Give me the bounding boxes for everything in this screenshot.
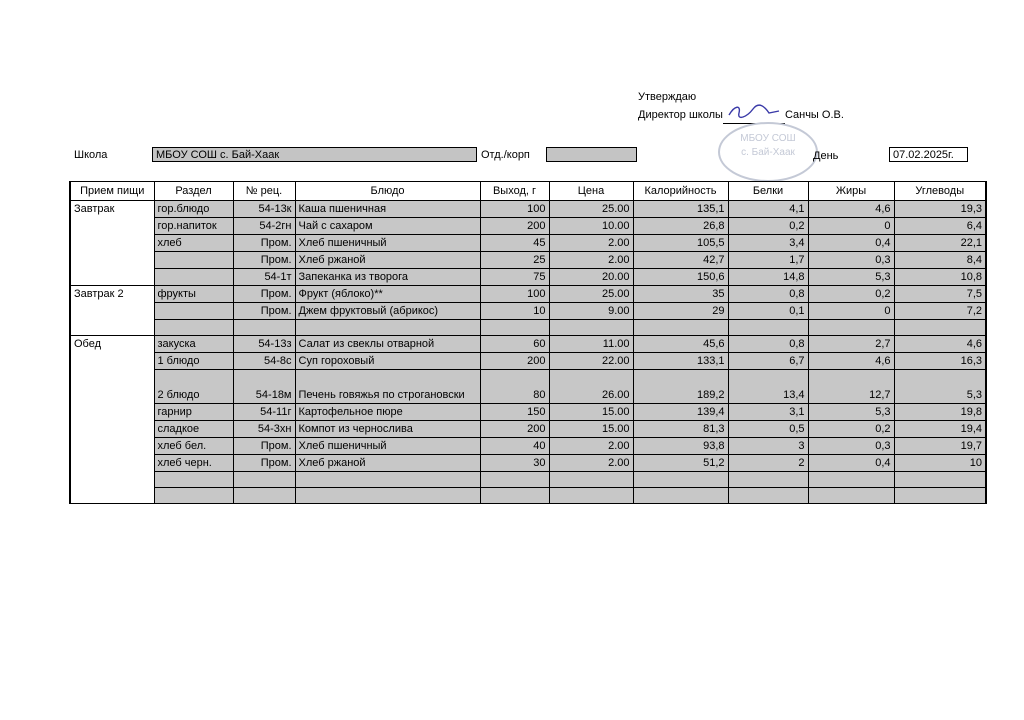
cell-yield[interactable]: 30 — [480, 455, 549, 472]
menu-table — [69, 181, 987, 504]
cell-dish[interactable]: Хлеб ржаной — [295, 455, 480, 472]
table-row — [70, 438, 986, 455]
cell-dish[interactable]: Суп гороховый — [295, 353, 480, 370]
table-row — [70, 286, 986, 303]
cell-meal — [70, 488, 154, 504]
cell-price[interactable]: 11.00 — [549, 336, 633, 353]
cell-proteins[interactable]: 6,7 — [728, 353, 808, 370]
cell-price[interactable]: 15.00 — [549, 404, 633, 421]
cell-dish[interactable] — [295, 472, 480, 488]
table-row — [70, 218, 986, 235]
cell-fats[interactable] — [808, 488, 894, 504]
cell-fats[interactable]: 0,4 — [808, 455, 894, 472]
table-row — [70, 421, 986, 438]
cell-price[interactable] — [549, 320, 633, 336]
cell-recipe[interactable]: 54-13з — [233, 336, 295, 353]
cell-recipe[interactable]: Пром. — [233, 252, 295, 269]
cell-carbs[interactable]: 4,6 — [894, 336, 986, 353]
table-row — [70, 252, 986, 269]
cell-fats[interactable]: 0,4 — [808, 235, 894, 252]
cell-calories[interactable]: 93,8 — [633, 438, 728, 455]
cell-recipe[interactable]: Пром. — [233, 438, 295, 455]
cell-meal — [70, 320, 154, 336]
cell-price[interactable]: 25.00 — [549, 286, 633, 303]
cell-meal — [70, 370, 154, 404]
col-header-meal: Прием пищи — [70, 182, 154, 201]
cell-recipe[interactable]: 54-18м — [233, 370, 295, 404]
cell-calories[interactable]: 105,5 — [633, 235, 728, 252]
cell-recipe[interactable]: Пром. — [233, 303, 295, 320]
table-row — [70, 404, 986, 421]
cell-calories[interactable]: 29 — [633, 303, 728, 320]
cell-fats[interactable]: 12,7 — [808, 370, 894, 404]
cell-calories[interactable]: 26,8 — [633, 218, 728, 235]
cell-meal — [70, 455, 154, 472]
cell-calories[interactable] — [633, 472, 728, 488]
cell-proteins[interactable]: 0,8 — [728, 336, 808, 353]
col-header-yield: Выход, г — [480, 182, 549, 201]
cell-section[interactable]: гор.блюдо — [154, 201, 233, 218]
cell-price[interactable] — [549, 472, 633, 488]
cell-price[interactable]: 9.00 — [549, 303, 633, 320]
cell-section[interactable]: хлеб бел. — [154, 438, 233, 455]
cell-calories[interactable]: 139,4 — [633, 404, 728, 421]
date-value[interactable]: 07.02.2025г. — [889, 147, 968, 162]
cell-yield[interactable]: 45 — [480, 235, 549, 252]
cell-section[interactable]: фрукты — [154, 286, 233, 303]
cell-carbs[interactable]: 6,4 — [894, 218, 986, 235]
table-row — [70, 488, 986, 504]
cell-meal — [70, 218, 154, 235]
cell-meal — [70, 472, 154, 488]
cell-proteins[interactable] — [728, 320, 808, 336]
cell-carbs[interactable]: 8,4 — [894, 252, 986, 269]
table-row — [70, 269, 986, 286]
cell-carbs[interactable]: 16,3 — [894, 353, 986, 370]
col-header-recipe: № рец. — [233, 182, 295, 201]
cell-recipe[interactable]: 54-2гн — [233, 218, 295, 235]
cell-fats[interactable]: 2,7 — [808, 336, 894, 353]
stamp-line-1: МБОУ СОШ — [740, 133, 796, 144]
col-header-carbs: Углеводы — [894, 182, 986, 201]
cell-fats[interactable]: 0 — [808, 218, 894, 235]
cell-meal: Завтрак 2 — [70, 286, 154, 303]
dept-value[interactable] — [546, 147, 637, 162]
cell-fats[interactable]: 0,3 — [808, 252, 894, 269]
cell-proteins[interactable]: 3,1 — [728, 404, 808, 421]
cell-calories[interactable] — [633, 320, 728, 336]
cell-fats[interactable] — [808, 320, 894, 336]
cell-dish[interactable] — [295, 320, 480, 336]
cell-proteins[interactable]: 0,5 — [728, 421, 808, 438]
cell-section[interactable] — [154, 320, 233, 336]
table-header-row — [70, 182, 986, 201]
cell-price[interactable]: 22.00 — [549, 353, 633, 370]
cell-fats[interactable]: 0 — [808, 303, 894, 320]
cell-dish[interactable]: Картофельное пюре — [295, 404, 480, 421]
cell-price[interactable]: 15.00 — [549, 421, 633, 438]
cell-meal — [70, 252, 154, 269]
table-row — [70, 320, 986, 336]
cell-dish[interactable]: Запеканка из творога — [295, 269, 480, 286]
cell-yield[interactable]: 25 — [480, 252, 549, 269]
table-row — [70, 235, 986, 252]
table-row — [70, 303, 986, 320]
cell-section[interactable]: хлеб черн. — [154, 455, 233, 472]
table-row — [70, 336, 986, 353]
approval-position: Директор школы — [638, 109, 723, 121]
table-row — [70, 201, 986, 218]
cell-price[interactable]: 10.00 — [549, 218, 633, 235]
cell-proteins[interactable]: 14,8 — [728, 269, 808, 286]
cell-recipe[interactable]: 54-11г — [233, 404, 295, 421]
cell-recipe[interactable]: 54-8с — [233, 353, 295, 370]
cell-section[interactable]: гор.напиток — [154, 218, 233, 235]
cell-yield[interactable]: 100 — [480, 286, 549, 303]
cell-calories[interactable]: 133,1 — [633, 353, 728, 370]
cell-section[interactable]: сладкое — [154, 421, 233, 438]
cell-yield[interactable]: 200 — [480, 421, 549, 438]
cell-calories[interactable]: 81,3 — [633, 421, 728, 438]
cell-dish[interactable]: Печень говяжья по строгановски — [295, 370, 480, 404]
table-row — [70, 370, 986, 404]
cell-yield[interactable] — [480, 488, 549, 504]
cell-carbs[interactable]: 5,3 — [894, 370, 986, 404]
stamp-line-2: с. Бай-Хаак — [741, 147, 795, 158]
cell-dish[interactable]: Компот из чернослива — [295, 421, 480, 438]
table-row — [70, 472, 986, 488]
cell-proteins[interactable]: 13,4 — [728, 370, 808, 404]
cell-section[interactable]: 1 блюдо — [154, 353, 233, 370]
cell-fats[interactable]: 5,3 — [808, 269, 894, 286]
cell-price[interactable] — [549, 488, 633, 504]
cell-carbs[interactable]: 7,2 — [894, 303, 986, 320]
cell-carbs[interactable]: 19,3 — [894, 201, 986, 218]
cell-dish[interactable]: Хлеб пшеничный — [295, 235, 480, 252]
cell-price[interactable]: 2.00 — [549, 438, 633, 455]
col-header-fats: Жиры — [808, 182, 894, 201]
cell-meal: Обед — [70, 336, 154, 353]
cell-fats[interactable] — [808, 472, 894, 488]
cell-dish[interactable]: Хлеб пшеничный — [295, 438, 480, 455]
col-header-dish: Блюдо — [295, 182, 480, 201]
cell-carbs[interactable] — [894, 320, 986, 336]
cell-yield[interactable]: 100 — [480, 201, 549, 218]
cell-section[interactable] — [154, 252, 233, 269]
cell-carbs[interactable]: 19,7 — [894, 438, 986, 455]
cell-yield[interactable]: 150 — [480, 404, 549, 421]
cell-price[interactable]: 26.00 — [549, 370, 633, 404]
table-row — [70, 353, 986, 370]
cell-meal — [70, 303, 154, 320]
cell-meal — [70, 269, 154, 286]
cell-recipe[interactable] — [233, 472, 295, 488]
approval-signature-line — [638, 106, 844, 124]
cell-calories[interactable]: 45,6 — [633, 336, 728, 353]
cell-yield[interactable] — [480, 320, 549, 336]
cell-fats[interactable]: 4,6 — [808, 201, 894, 218]
cell-dish[interactable]: Каша пшеничная — [295, 201, 480, 218]
cell-price[interactable]: 2.00 — [549, 252, 633, 269]
cell-dish[interactable]: Хлеб ржаной — [295, 252, 480, 269]
cell-yield[interactable]: 200 — [480, 353, 549, 370]
col-header-section: Раздел — [154, 182, 233, 201]
cell-proteins[interactable]: 2 — [728, 455, 808, 472]
cell-section[interactable] — [154, 472, 233, 488]
cell-calories[interactable]: 51,2 — [633, 455, 728, 472]
cell-carbs[interactable] — [894, 488, 986, 504]
cell-carbs[interactable]: 10 — [894, 455, 986, 472]
cell-price[interactable]: 20.00 — [549, 269, 633, 286]
cell-meal — [70, 438, 154, 455]
dept-label: Отд./корп — [481, 149, 530, 161]
cell-yield[interactable]: 60 — [480, 336, 549, 353]
cell-section[interactable] — [154, 488, 233, 504]
cell-proteins[interactable]: 0,1 — [728, 303, 808, 320]
school-stamp — [718, 122, 818, 182]
cell-calories[interactable]: 35 — [633, 286, 728, 303]
school-value[interactable]: МБОУ СОШ с. Бай-Хаак — [152, 147, 477, 162]
cell-section[interactable] — [154, 303, 233, 320]
cell-proteins[interactable] — [728, 472, 808, 488]
cell-recipe[interactable] — [233, 488, 295, 504]
col-header-calories: Калорийность — [633, 182, 728, 201]
cell-calories[interactable]: 42,7 — [633, 252, 728, 269]
cell-proteins[interactable]: 3,4 — [728, 235, 808, 252]
cell-calories[interactable]: 135,1 — [633, 201, 728, 218]
cell-calories[interactable]: 150,6 — [633, 269, 728, 286]
cell-yield[interactable] — [480, 472, 549, 488]
cell-yield[interactable]: 200 — [480, 218, 549, 235]
cell-meal: Завтрак — [70, 201, 154, 218]
cell-carbs[interactable]: 19,4 — [894, 421, 986, 438]
cell-recipe[interactable]: Пром. — [233, 235, 295, 252]
cell-dish[interactable]: Джем фруктовый (абрикос) — [295, 303, 480, 320]
cell-fats[interactable]: 4,6 — [808, 353, 894, 370]
cell-meal — [70, 353, 154, 370]
cell-proteins[interactable]: 0,8 — [728, 286, 808, 303]
cell-fats[interactable]: 0,2 — [808, 286, 894, 303]
cell-proteins[interactable]: 3 — [728, 438, 808, 455]
cell-yield[interactable]: 40 — [480, 438, 549, 455]
cell-yield[interactable]: 75 — [480, 269, 549, 286]
cell-carbs[interactable]: 19,8 — [894, 404, 986, 421]
approval-name: Санчы О.В. — [784, 109, 844, 121]
cell-recipe[interactable]: 54-3хн — [233, 421, 295, 438]
cell-fats[interactable]: 0,2 — [808, 421, 894, 438]
cell-yield[interactable]: 10 — [480, 303, 549, 320]
cell-meal — [70, 235, 154, 252]
cell-proteins[interactable] — [728, 488, 808, 504]
cell-carbs[interactable]: 7,5 — [894, 286, 986, 303]
cell-recipe[interactable]: Пром. — [233, 286, 295, 303]
cell-calories[interactable] — [633, 488, 728, 504]
cell-calories[interactable]: 189,2 — [633, 370, 728, 404]
cell-price[interactable]: 2.00 — [549, 455, 633, 472]
cell-recipe[interactable] — [233, 320, 295, 336]
cell-section[interactable] — [154, 269, 233, 286]
signature-icon — [725, 103, 783, 121]
cell-dish[interactable]: Салат из свеклы отварной — [295, 336, 480, 353]
cell-carbs[interactable]: 10,8 — [894, 269, 986, 286]
cell-section[interactable]: гарнир — [154, 404, 233, 421]
cell-recipe[interactable]: 54-13к — [233, 201, 295, 218]
cell-dish[interactable] — [295, 488, 480, 504]
cell-meal — [70, 421, 154, 438]
cell-recipe[interactable]: 54-1т — [233, 269, 295, 286]
cell-carbs[interactable]: 22,1 — [894, 235, 986, 252]
cell-section[interactable]: закуска — [154, 336, 233, 353]
cell-proteins[interactable]: 0,2 — [728, 218, 808, 235]
col-header-proteins: Белки — [728, 182, 808, 201]
cell-dish[interactable]: Чай с сахаром — [295, 218, 480, 235]
cell-section[interactable]: хлеб — [154, 235, 233, 252]
cell-fats[interactable]: 0,3 — [808, 438, 894, 455]
cell-meal — [70, 404, 154, 421]
col-header-price: Цена — [549, 182, 633, 201]
cell-yield[interactable]: 80 — [480, 370, 549, 404]
cell-proteins[interactable]: 4,1 — [728, 201, 808, 218]
approval-block — [638, 88, 844, 124]
approval-title: Утверждаю — [638, 91, 697, 103]
cell-fats[interactable]: 5,3 — [808, 404, 894, 421]
school-label: Школа — [74, 149, 108, 161]
cell-price[interactable]: 25.00 — [549, 201, 633, 218]
cell-proteins[interactable]: 1,7 — [728, 252, 808, 269]
day-label: День — [813, 150, 839, 162]
cell-price[interactable]: 2.00 — [549, 235, 633, 252]
cell-section[interactable]: 2 блюдо — [154, 370, 233, 404]
cell-dish[interactable]: Фрукт (яблоко)** — [295, 286, 480, 303]
table-row — [70, 455, 986, 472]
cell-carbs[interactable] — [894, 472, 986, 488]
cell-recipe[interactable]: Пром. — [233, 455, 295, 472]
